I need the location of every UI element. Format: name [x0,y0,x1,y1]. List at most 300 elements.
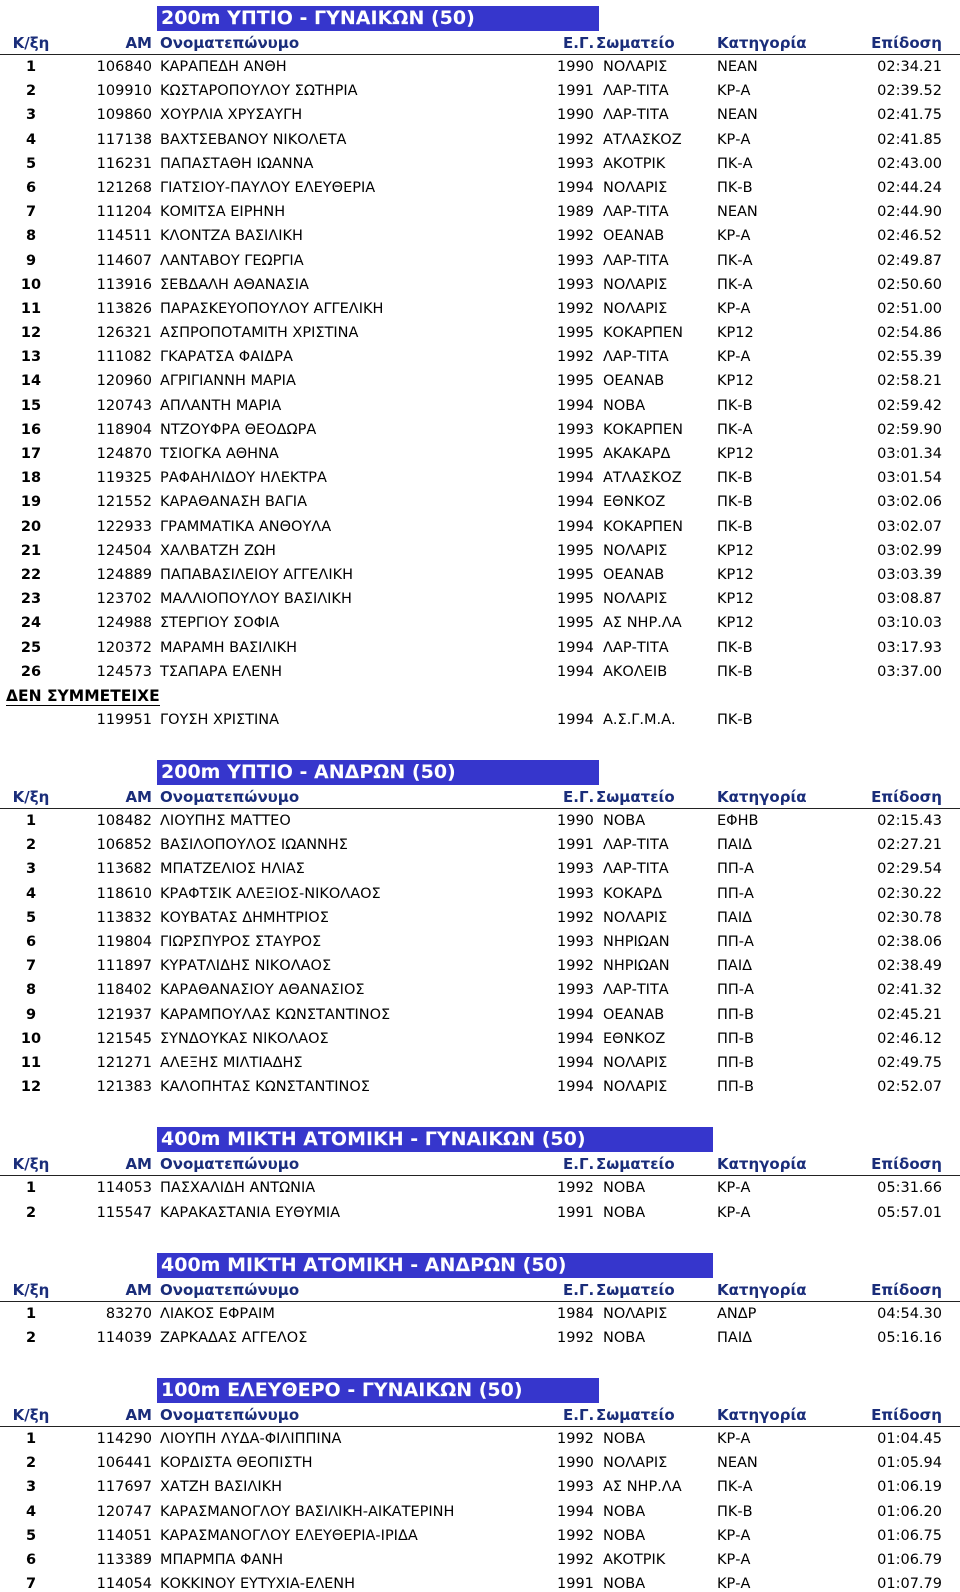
event-title-bar [0,0,960,31]
header-club: Σωματείο [596,1406,675,1425]
table-row [0,1548,960,1572]
cell-club: ΛΑΡ-ΤΙΤΑ [603,349,669,366]
cell-name: ΚΟΜΙΤΣΑ ΕΙΡΗΝΗ [160,204,286,221]
cell-club: Α.Σ.Γ.Μ.Α. [603,711,676,728]
cell-am: 120747 [96,1503,152,1520]
cell-year: 1992 [557,131,594,148]
cell-rank: 12 [20,325,42,342]
cell-category: ΚΡ12 [717,325,754,342]
cell-name: ΠΑΡΑΣΚΕΥΟΠΟΥΛΟΥ ΑΓΓΕΛΙΚΗ [160,300,384,317]
table-row [0,1451,960,1475]
cell-rank: 2 [25,1455,37,1472]
cell-name: ΒΑΣΙΛΟΠΟΥΛΟΣ ΙΩΑΝΝΗΣ [160,837,348,854]
header-am: ΑΜ [125,788,152,807]
table-header [0,31,960,55]
table-row [0,128,960,152]
header-rank: Κ/ξη [12,1155,50,1174]
cell-am: 109860 [96,107,152,124]
cell-year: 1992 [557,300,594,317]
cell-year: 1993 [557,885,594,902]
header-year: Ε.Γ. [563,1155,595,1174]
cell-year: 1990 [557,107,594,124]
cell-category: ΠΠ-Α [717,861,754,878]
header-rank: Κ/ξη [12,34,50,52]
cell-rank: 25 [20,639,42,656]
cell-club: ΝΟΒΑ [603,1431,646,1448]
cell-name: ΚΑΡΑΣΜΑΝΟΓΛΟΥ ΕΛΕΥΘΕΡΙΑ-ΙΡΙΔΑ [160,1527,418,1544]
cell-category: ΠΚ-Β [717,663,753,680]
table-row [0,1176,960,1200]
cell-category: ΚΡ-Α [717,1552,751,1568]
cell-category: ΝΕΑΝ [717,107,758,124]
cell-year: 1994 [557,639,594,656]
cell-name: ΒΑΧΤΣΕΒΑΝΟΥ ΝΙΚΟΛΕΤΑ [160,131,347,148]
cell-category: ΠΠ-Α [717,885,754,902]
cell-year: 1995 [557,325,594,342]
table-header [0,785,960,809]
cell-name: ΑΛΕΞΗΣ ΜΙΛΤΙΑΔΗΣ [160,1054,303,1071]
cell-year: 1994 [557,470,594,487]
table-row [0,1524,960,1548]
event-title: 200m ΥΠΤΙΟ - ΓΥΝΑΙΚΩΝ (50) [157,6,599,31]
cell-club: ΑΚΟΤΡΙΚ [603,1552,666,1568]
table-header [0,1278,960,1302]
cell-name: ΓΚΑΡΑΤΣΑ ΦΑΙΔΡΑ [160,349,293,366]
cell-club: ΝΟΛΑΡΙΣ [603,276,668,293]
cell-club: ΛΑΡ-ΤΙΤΑ [603,107,669,124]
cell-year: 1994 [557,1054,594,1071]
cell-time: 02:45.21 [877,1006,942,1023]
table-row [0,394,960,418]
cell-club: ΑΚΑΚΑΡΔ [603,446,671,462]
cell-category: ΠΚ-Α [717,276,753,293]
header-am: ΑΜ [125,1406,152,1425]
cell-club: ΝΟΒΑ [603,397,646,414]
cell-category: ΠΑΙΔ [717,837,753,854]
cell-club: ΛΑΡ-ΤΙΤΑ [603,252,669,269]
event-title: 200m ΥΠΤΙΟ - ΑΝΔΡΩΝ (50) [157,760,599,785]
table-row [0,418,960,442]
cell-rank: 3 [25,861,37,878]
cell-time: 02:46.52 [877,228,942,245]
section-spacer [0,1099,960,1121]
cell-category: ΚΡ12 [717,615,754,632]
table-row [0,369,960,393]
cell-category: ΚΡ12 [717,566,754,583]
cell-name: ΛΙΟΥΠΗΣ ΜΑΤΤΕΟ [160,813,291,830]
cell-rank: 22 [20,566,42,583]
table-row [0,321,960,345]
cell-am: 111082 [96,349,152,366]
header-am: ΑΜ [125,34,152,52]
cell-rank: 10 [20,1030,42,1047]
cell-name: ΚΟΥΒΑΤΑΣ ΔΗΜΗΤΡΙΟΣ [160,909,329,926]
table-row [0,490,960,514]
cell-category: ΠΠ-Β [717,1054,754,1071]
cell-time: 02:43.00 [877,155,942,172]
cell-time: 03:02.07 [877,518,942,535]
cell-rank: 20 [20,518,42,535]
header-am: ΑΜ [125,1155,152,1174]
cell-rank: 5 [25,909,37,926]
cell-category: ΕΦΗΒ [717,813,759,830]
cell-year: 1992 [557,349,594,366]
table-header [0,1152,960,1176]
cell-am: 118402 [96,982,152,999]
cell-am: 121937 [96,1006,152,1023]
cell-time: 04:54.30 [877,1305,942,1322]
event-section [0,754,960,1099]
cell-am: 114290 [96,1431,152,1448]
cell-club: ΑΣ ΝΗΡ.ΛΑ [603,615,682,632]
cell-rank: 15 [20,397,42,414]
cell-year: 1995 [557,566,594,583]
cell-am: 108482 [96,813,152,830]
cell-time: 02:59.90 [877,421,942,438]
table-row [0,1427,960,1451]
cell-rank: 24 [20,615,42,632]
cell-club: ΝΟΒΑ [603,1503,646,1520]
cell-am: 114039 [96,1329,152,1346]
header-year: Ε.Γ. [563,788,595,807]
cell-time: 01:06.20 [877,1503,942,1520]
cell-name: ΚΑΡΑΚΑΣΤΑΝΙΑ ΕΥΘΥΜΙΑ [160,1204,341,1221]
cell-category: ΚΡ-Α [717,1576,751,1592]
cell-time: 01:06.75 [877,1527,942,1544]
table-row [0,882,960,906]
header-name: Ονοματεπώνυμο [160,788,300,807]
cell-time: 02:52.07 [877,1079,942,1096]
cell-time: 03:10.03 [877,615,942,632]
event-title-bar [0,754,960,785]
cell-club: ΝΟΛΑΡΙΣ [603,179,668,196]
cell-club: ΝΟΛΑΡΙΣ [603,542,668,559]
table-row [0,345,960,369]
table-row [0,273,960,297]
cell-year: 1994 [557,397,594,414]
cell-club: ΝΟΛΑΡΙΣ [603,1455,668,1472]
cell-am: 121268 [96,179,152,196]
header-time: Επίδοση [871,1280,942,1299]
cell-category: ΝΕΑΝ [717,59,758,75]
cell-club: ΛΑΡ-ΤΙΤΑ [603,204,669,221]
cell-time: 02:49.75 [877,1054,942,1071]
cell-club: ΝΟΒΑ [603,813,646,830]
table-row [0,1302,960,1326]
cell-time: 02:38.49 [877,958,942,975]
cell-am: 119951 [96,711,152,728]
cell-club: ΝΟΒΑ [603,1204,646,1221]
cell-rank: 10 [20,276,42,293]
table-row [0,660,960,684]
cell-year: 1990 [557,813,594,830]
table-row [0,297,960,321]
cell-am: 114051 [96,1527,152,1544]
cell-club: ΕΘΝΚΟΖ [603,494,666,511]
cell-rank: 4 [25,885,37,902]
cell-year: 1995 [557,615,594,632]
cell-category: ΠΠ-Α [717,934,754,950]
cell-year: 1994 [557,711,594,728]
cell-club: ΝΟΛΑΡΙΣ [603,1079,668,1096]
cell-name: ΜΑΡΑΜΗ ΒΑΣΙΛΙΚΗ [160,639,298,656]
cell-time: 02:50.60 [877,276,942,293]
cell-am: 121552 [96,494,152,511]
cell-time: 02:55.39 [877,349,942,366]
table-row [0,103,960,127]
cell-year: 1993 [557,155,594,172]
cell-category: ΝΕΑΝ [717,204,758,221]
table-row [0,1075,960,1099]
cell-rank: 9 [25,252,37,269]
table-row [0,954,960,978]
cell-year: 1994 [557,1503,594,1520]
event-title: 400m ΜΙΚΤΗ ΑΤΟΜΙΚΗ - ΓΥΝΑΙΚΩΝ (50) [157,1127,713,1152]
cell-name: ΛΑΝΤΑΒΟΥ ΓΕΩΡΓΙΑ [160,252,304,269]
cell-category: ΚΡ-Α [717,1431,751,1448]
section-spacer [0,732,960,754]
cell-rank: 3 [25,107,37,124]
cell-time: 02:54.86 [877,325,942,342]
header-category: Κατηγορία [717,1155,807,1174]
cell-club: ΝΟΒΑ [603,1527,646,1544]
table-row [0,1500,960,1524]
cell-year: 1995 [557,542,594,559]
cell-am: 119325 [96,470,152,487]
cell-rank: 2 [25,837,37,854]
cell-category: ΠΠ-Α [717,982,754,999]
cell-category: ΠΚ-Β [717,494,753,511]
cell-category: ΠΚ-Α [717,421,753,438]
header-name: Ονοματεπώνυμο [160,1280,300,1299]
cell-name: ΓΡΑΜΜΑΤΙΚΑ ΑΝΘΟΥΛΑ [160,518,332,535]
cell-category: ΠΚ-Β [717,397,753,414]
header-category: Κατηγορία [717,1406,807,1425]
cell-time: 02:59.42 [877,397,942,414]
cell-am: 118904 [96,421,152,438]
cell-club: ΝΟΒΑ [603,1576,646,1592]
cell-rank: 2 [25,1329,37,1346]
cell-name: ΚΟΡΔΙΣΤΑ ΘΕΟΠΙΣΤΗ [160,1455,313,1472]
cell-time: 02:30.22 [877,885,942,902]
cell-am: 106441 [96,1455,152,1472]
cell-am: 117697 [96,1479,152,1496]
cell-club: ΟΕΑΝΑΒ [603,566,665,583]
cell-rank: 12 [20,1079,42,1096]
section-spacer [0,1225,960,1247]
cell-year: 1993 [557,1479,594,1496]
cell-name: ΚΑΛΟΠΗΤΑΣ ΚΩΝΣΤΑΝΤΙΝΟΣ [160,1079,370,1096]
cell-am: 118610 [96,885,152,902]
cell-year: 1992 [557,228,594,245]
header-category: Κατηγορία [717,1280,807,1299]
cell-name: ΛΙΑΚΟΣ ΕΦΡΑΙΜ [160,1305,275,1322]
cell-am: 114054 [96,1576,152,1592]
cell-year: 1990 [557,1455,594,1472]
cell-category: ΚΡ12 [717,542,754,559]
cell-time: 02:29.54 [877,861,942,878]
cell-category: ΚΡ-Α [717,349,751,366]
cell-club: ΝΟΛΑΡΙΣ [603,1305,668,1322]
cell-time: 02:58.21 [877,373,942,390]
cell-am: 106840 [96,59,152,75]
cell-club: ΚΟΚΑΡΔ [603,885,663,902]
header-am: ΑΜ [125,1280,152,1299]
cell-club: ΝΗΡΙΩΑΝ [603,958,670,975]
table-row [0,587,960,611]
cell-year: 1992 [557,1431,594,1448]
cell-category: ΠΚ-Β [717,711,753,728]
cell-time: 05:31.66 [877,1180,942,1197]
cell-am: 113826 [96,300,152,317]
table-row [0,611,960,635]
cell-rank: 1 [25,813,37,830]
cell-year: 1993 [557,276,594,293]
cell-year: 1984 [557,1305,594,1322]
cell-category: ΠΑΙΔ [717,958,753,975]
cell-am: 83270 [105,1305,152,1322]
cell-rank: 26 [20,663,42,680]
header-time: Επίδοση [871,34,942,52]
cell-time: 03:17.93 [877,639,942,656]
cell-name: ΖΑΡΚΑΔΑΣ ΑΓΓΕΛΟΣ [160,1329,308,1346]
table-row [0,1326,960,1350]
cell-name: ΚΑΡΑΘΑΝΑΣΙΟΥ ΑΘΑΝΑΣΙΟΣ [160,982,365,999]
cell-am: 111204 [96,204,152,221]
cell-rank: 7 [25,958,37,975]
cell-rank: 8 [25,982,37,999]
header-time: Επίδοση [871,1406,942,1425]
cell-am: 124573 [96,663,152,680]
cell-name: ΓΙΩΡΣΠΥΡΟΣ ΣΤΑΥΡΟΣ [160,934,322,950]
cell-club: ΟΕΑΝΑΒ [603,228,665,245]
cell-year: 1991 [557,1204,594,1221]
table-row [0,833,960,857]
event-section [0,1372,960,1592]
cell-name: ΚΩΣΤΑΡΟΠΟΥΛΟΥ ΣΩΤΗΡΙΑ [160,83,358,100]
section-spacer [0,1350,960,1372]
cell-year: 1989 [557,204,594,221]
header-club: Σωματείο [596,34,675,52]
cell-club: ΝΟΛΑΡΙΣ [603,1054,668,1071]
cell-time: 01:06.79 [877,1552,942,1568]
cell-time: 02:41.75 [877,107,942,124]
table-row [0,1572,960,1592]
cell-am: 124988 [96,615,152,632]
cell-category: ΠΠ-Β [717,1006,754,1023]
cell-category: ΠΚ-Α [717,1479,753,1496]
cell-club: ΚΟΚΑΡΠΕΝ [603,325,684,342]
cell-name: ΚΑΡΑΜΠΟΥΛΑΣ ΚΩΝΣΤΑΝΤΙΝΟΣ [160,1006,391,1023]
cell-time: 03:08.87 [877,591,942,608]
cell-rank: 6 [25,179,37,196]
cell-time: 01:06.19 [877,1479,942,1496]
table-row [0,636,960,660]
cell-rank: 7 [25,1576,37,1592]
cell-category: ΑΝΔΡ [717,1305,757,1322]
table-row [0,1475,960,1499]
cell-year: 1994 [557,179,594,196]
cell-name: ΠΑΠΑΒΑΣΙΛΕΙΟΥ ΑΓΓΕΛΙΚΗ [160,566,354,583]
header-time: Επίδοση [871,788,942,807]
header-rank: Κ/ξη [12,1280,50,1299]
cell-year: 1994 [557,494,594,511]
cell-year: 1995 [557,591,594,608]
cell-time: 01:07.79 [877,1576,942,1592]
event-section [0,0,960,732]
table-row [0,55,960,79]
cell-name: ΚΑΡΑΠΕΔΗ ΑΝΘΗ [160,59,287,75]
cell-am: 113916 [96,276,152,293]
cell-time: 03:01.34 [877,446,942,462]
cell-category: ΠΑΙΔ [717,1329,753,1346]
dns-heading [0,684,960,708]
cell-rank: 5 [25,155,37,172]
table-row [0,1051,960,1075]
cell-am: 124889 [96,566,152,583]
cell-rank: 3 [25,1479,37,1496]
cell-rank: 11 [20,1054,42,1071]
cell-category: ΠΚ-Α [717,155,753,172]
cell-name: ΚΥΡΑΤΛΙΔΗΣ ΝΙΚΟΛΑΟΣ [160,958,332,975]
cell-am: 114607 [96,252,152,269]
cell-year: 1993 [557,421,594,438]
cell-rank: 13 [20,349,42,366]
cell-year: 1993 [557,982,594,999]
cell-am: 113832 [96,909,152,926]
cell-year: 1991 [557,83,594,100]
cell-rank: 11 [20,300,42,317]
cell-name: ΚΛΟΝΤΖΑ ΒΑΣΙΛΙΚΗ [160,228,303,245]
cell-am: 113389 [96,1552,152,1568]
cell-rank: 8 [25,228,37,245]
event-section [0,1247,960,1350]
cell-year: 1994 [557,1030,594,1047]
cell-time: 02:30.78 [877,909,942,926]
cell-rank: 1 [25,59,37,75]
cell-rank: 14 [20,373,42,390]
cell-time: 02:46.12 [877,1030,942,1047]
table-row [0,176,960,200]
cell-time: 02:41.32 [877,982,942,999]
cell-time: 02:51.00 [877,300,942,317]
cell-year: 1995 [557,446,594,462]
cell-year: 1994 [557,663,594,680]
cell-club: ΝΟΒΑ [603,1180,646,1197]
event-title-bar [0,1372,960,1403]
table-row [0,249,960,273]
cell-am: 120743 [96,397,152,414]
cell-time: 02:15.43 [877,813,942,830]
cell-time: 03:02.99 [877,542,942,559]
cell-name: ΠΑΠΑΣΤΑΘΗ ΙΩΑΝΝΑ [160,155,314,172]
header-year: Ε.Γ. [563,1406,595,1425]
cell-rank: 1 [25,1180,37,1197]
table-header [0,1403,960,1427]
cell-year: 1995 [557,373,594,390]
cell-club: ΑΤΛΑΣΚΟΖ [603,131,682,148]
cell-rank: 21 [20,542,42,559]
cell-am: 122933 [96,518,152,535]
cell-category: ΠΠ-Β [717,1030,754,1047]
cell-club: ΟΕΑΝΑΒ [603,1006,665,1023]
cell-rank: 19 [20,494,42,511]
table-row [0,563,960,587]
cell-category: ΚΡ12 [717,591,754,608]
cell-time: 02:34.21 [877,59,942,75]
cell-category: ΚΡ12 [717,446,754,462]
cell-name: ΧΑΛΒΑΤΖΗ ΖΩΗ [160,542,276,559]
